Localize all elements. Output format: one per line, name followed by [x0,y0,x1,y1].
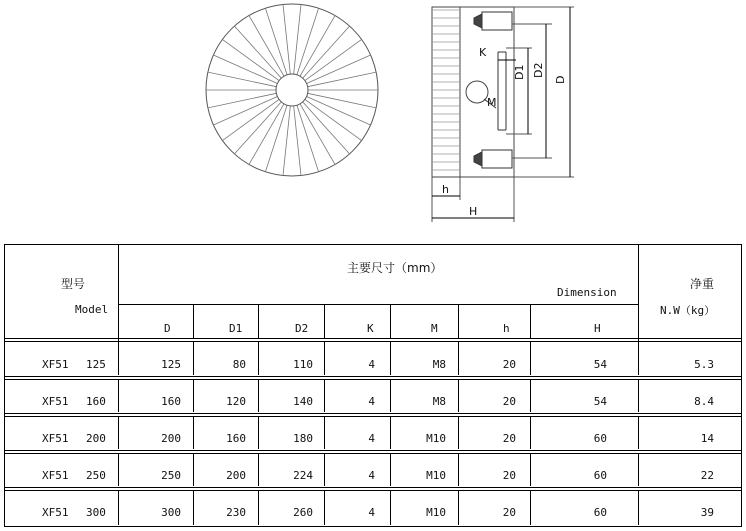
cell-d: 160 [161,395,181,408]
model-cell: XF51 [42,395,69,408]
dim-label-d2: D2 [532,62,545,78]
cell-nw: 22 [700,469,714,482]
cell-h: 54 [593,395,607,408]
model-size-cell: 200 [86,432,106,445]
model-header-cn: 型号 [61,277,86,291]
dim-label-d: D [554,75,567,84]
dim-label-d1: D1 [513,64,526,80]
column-header-d1: D1 [229,322,243,335]
cell-m: M8 [432,395,446,408]
column-header-d: D [164,322,171,335]
dim-label-k: K [479,46,487,59]
cell-h: 20 [502,358,516,371]
cell-nw: 5.3 [694,358,714,371]
model-size-cell: 250 [86,469,106,482]
dim-label-h-total: H [469,205,478,218]
weight-header-en: N.W（kg） [660,304,716,317]
front-view [206,4,378,176]
cell-d2: 224 [293,469,313,482]
cell-k: 4 [368,469,375,482]
cell-d: 250 [161,469,181,482]
cell-m: M10 [426,506,446,519]
model-cell: XF51 [42,469,69,482]
cell-nw: 8.4 [694,395,714,408]
side-view [432,7,574,222]
cell-m: M10 [426,432,446,445]
cell-d: 300 [161,506,181,519]
cell-d1: 80 [232,358,246,371]
column-header-h-small: h [503,322,510,335]
cell-h: 54 [593,358,607,371]
dim-label-m: M [487,96,497,109]
column-header-k: K [367,322,374,335]
cell-k: 4 [368,506,375,519]
cell-h: 20 [502,506,516,519]
dim-label-h-small: h [442,183,449,196]
main-dimension-header-cn: 主要尺寸（mm） [347,261,443,275]
cell-k: 4 [368,395,375,408]
cell-k: 4 [368,358,375,371]
model-header-en: Model [75,303,109,316]
cell-h: 20 [502,432,516,445]
cell-h: 60 [593,432,607,445]
model-cell: XF51 [42,506,69,519]
cell-h: 60 [593,469,607,482]
cell-m: M8 [432,358,446,371]
cell-k: 4 [368,432,375,445]
column-header-m: M [431,322,438,335]
cell-d: 125 [161,358,181,371]
cell-h: 20 [502,469,516,482]
cell-d2: 180 [293,432,313,445]
cell-d1: 160 [226,432,246,445]
model-size-cell: 125 [86,358,106,371]
cell-d: 200 [161,432,181,445]
column-header-d2: D2 [295,322,309,335]
cell-m: M10 [426,469,446,482]
cell-h: 20 [502,395,516,408]
cell-d2: 110 [293,358,313,371]
cell-nw: 39 [700,506,714,519]
cell-d1: 230 [226,506,246,519]
cell-d1: 120 [226,395,246,408]
model-cell: XF51 [42,432,69,445]
model-cell: XF51 [42,358,69,371]
dimension-header-en: Dimension [557,286,617,299]
cell-d2: 260 [293,506,313,519]
column-header-h-total: H [594,322,601,335]
model-size-cell: 300 [86,506,106,519]
cell-h: 60 [593,506,607,519]
model-size-cell: 160 [86,395,106,408]
weight-header-cn: 净重 [690,277,715,291]
cell-nw: 14 [700,432,714,445]
cell-d1: 200 [226,469,246,482]
technical-drawing [0,0,746,240]
cell-d2: 140 [293,395,313,408]
